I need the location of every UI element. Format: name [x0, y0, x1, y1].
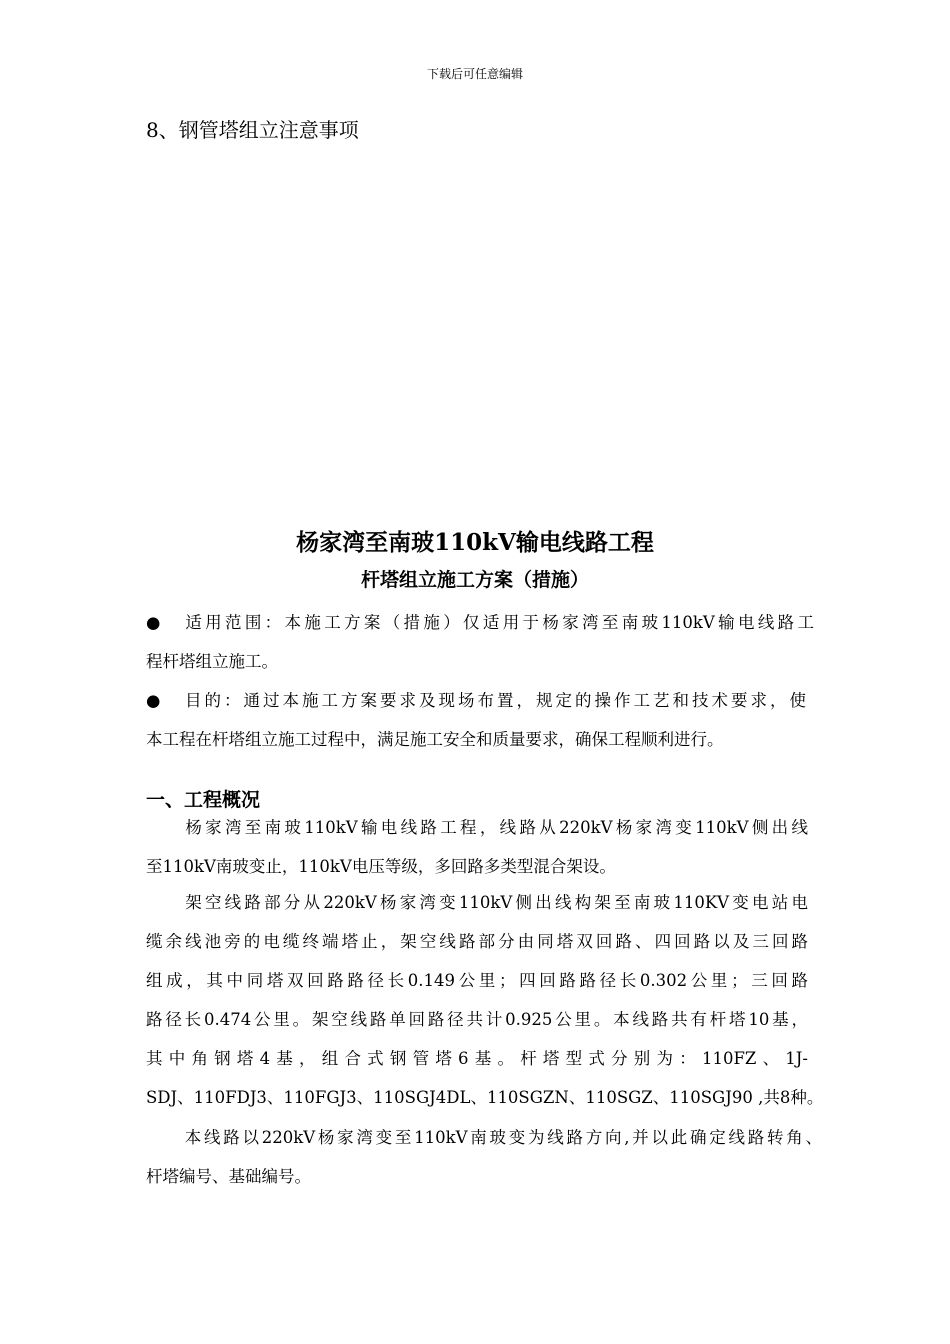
document-title: 杨家湾至南玻110kV输电线路工程 [296, 529, 654, 556]
paragraph-line: 缆余线池旁的电缆终端塔止，架空线路部分由同塔双回路、四回路以及三回路 [146, 932, 808, 951]
section-heading-overview: 一、工程概况 [146, 789, 261, 811]
bullet-scope-line-2: 程杆塔组立施工。 [146, 652, 278, 671]
document-subtitle: 杆塔组立施工方案（措施） [360, 569, 589, 591]
page-header-note: 下载后可任意编辑 [426, 67, 523, 81]
paragraph-line: 路径长0.474公里。架空线路单回路径共计0.925公里。本线路共有杆塔10基， [146, 1010, 808, 1029]
bullet-dot-icon: ● [146, 613, 161, 632]
paragraph-line: 组成，其中同塔双回路路径长0.149公里；四回路路径长0.302公里；三回路 [146, 971, 808, 990]
bullet-scope [146, 603, 814, 681]
previous-section-item: 8、钢管塔组立注意事项 [146, 118, 359, 142]
paragraph-line: 至110kV南玻变止，110kV电压等级，多回路多类型混合架设。 [146, 857, 616, 876]
paragraph-line: SDJ、110FDJ3、110FGJ3、110SGJ4DL、110SGZN、110SGZ、110SGJ90 ,共8种。 [146, 1088, 824, 1107]
bullet-purpose [146, 681, 806, 759]
bullet-purpose-line-2: 本工程在杆塔组立施工过程中，满足施工安全和质量要求，确保工程顺利进行。 [146, 730, 724, 749]
overview-paragraph-3 [146, 1118, 822, 1196]
paragraph-line: 其中角钢塔4基，组合式钢管塔6基。杆塔型式分别为：110FZ、1J- [146, 1049, 808, 1068]
paragraph-line: 杆塔编号、基础编号。 [146, 1167, 311, 1186]
bullet-dot-icon: ● [146, 691, 161, 710]
overview-paragraph-2 [146, 883, 824, 1117]
paragraph-line: 架空线路部分从220kV杨家湾变110kV侧出线构架至南玻110KV变电站电 [182, 893, 808, 912]
paragraph-line: 杨家湾至南玻110kV输电线路工程，线路从220kV杨家湾变110kV侧出线 [182, 818, 808, 837]
overview-paragraph-1 [146, 808, 808, 886]
paragraph-line: 本线路以220kV杨家湾变至110kV南玻变为线路方向,并以此确定线路转角、 [182, 1128, 822, 1147]
bullet-purpose-line-1: ● 目的：通过本施工方案要求及现场布置，规定的操作工艺和技术要求，使 [146, 681, 806, 720]
bullet-scope-line-1: ● 适用范围：本施工方案（措施）仅适用于杨家湾至南玻110kV输电线路工 [146, 603, 814, 642]
